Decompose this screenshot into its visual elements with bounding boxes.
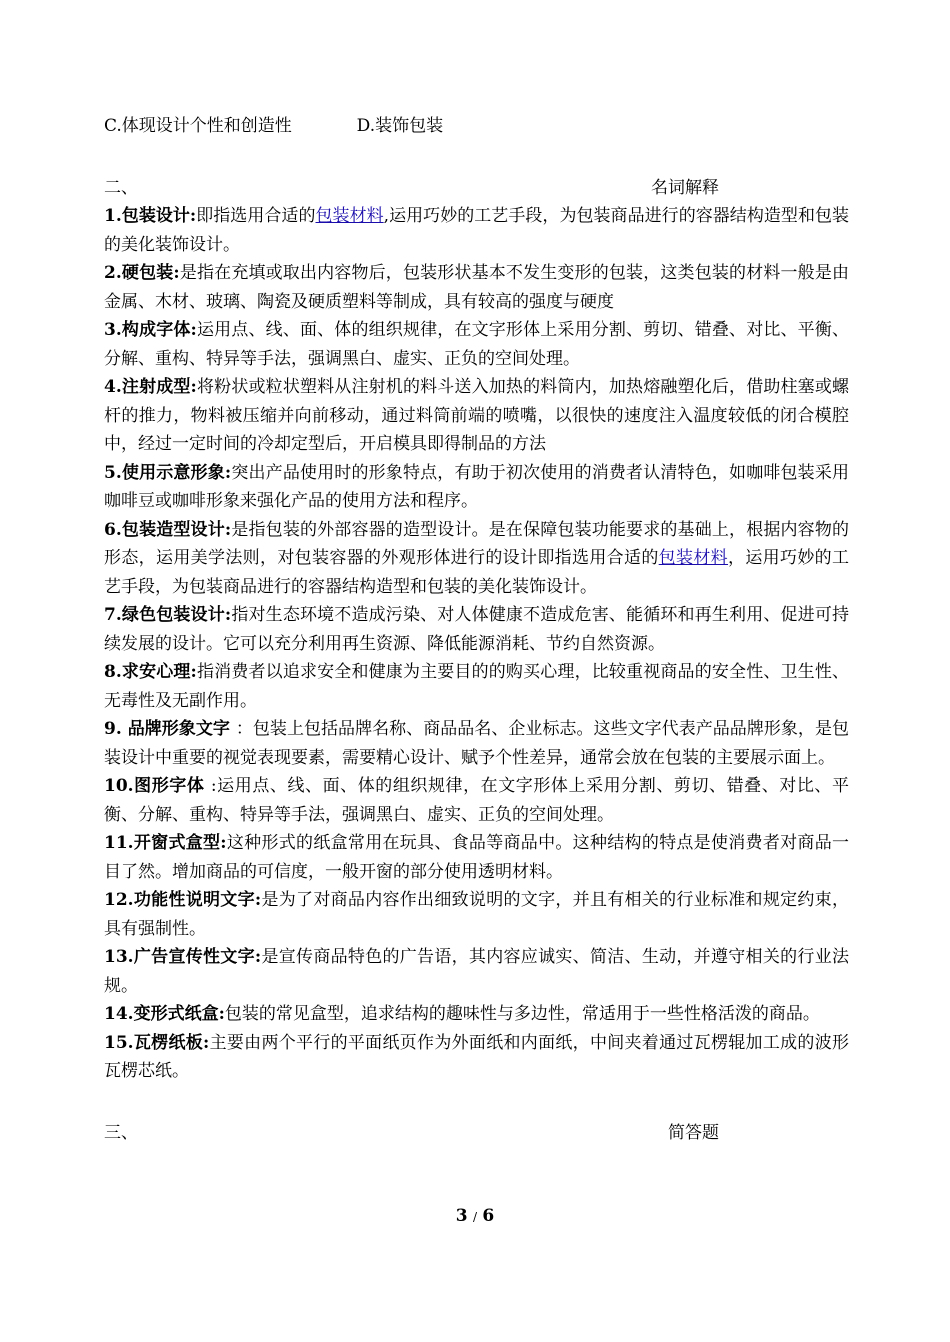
definition-term: 12.功能性说明文字: — [104, 890, 262, 910]
section-title: 简答题 — [668, 1122, 719, 1143]
definition-entry — [104, 259, 849, 316]
definition-term: 4.注射成型: — [104, 377, 197, 397]
document-page — [104, 112, 849, 1147]
definition-entry — [104, 772, 849, 829]
definition-text: 指消费者以追求安全和健康为主要目的的购买心理，比较重视商品的安全性、卫生性、无毒性及无副作用。 — [104, 662, 850, 711]
definition-text: :运用点、线、面、体的组织规律，在文字形体上采用分割、剪切、错叠、对比、平衡、分解、重构、特异等手法，强调黑白、虚实、正负的空间处理。 — [104, 776, 849, 825]
definition-text: 这种形式的纸盒常用在玩具、食品等商品中。这种结构的特点是使消费者对商品一目了然。增加商品的可信度，一般开窗的部分使用透明材料。 — [104, 833, 849, 882]
definition-text: 是指包装的外部容器的造型设计。是在保障包装功能要求的基础上，根据内容物的形态，运用美学法则，对包装容器的外观形体进行的设计即指选用合适的 — [104, 519, 850, 568]
definition-entry — [104, 715, 849, 772]
section-number: 二、 — [104, 178, 138, 198]
section-title: 名词解释 — [651, 178, 719, 198]
definition-term: 14.变形式纸盒: — [104, 1004, 225, 1024]
section-number: 三、 — [104, 1122, 138, 1143]
definition-entry — [104, 829, 849, 886]
hyperlink-packaging-material[interactable]: 包装材料 — [658, 548, 729, 568]
definition-term: 5.使用示意形象: — [104, 462, 232, 483]
definition-text-continued: ,运用巧妙的工艺手段，为包装商品进行的容器结构造型和包装的美化装饰设计。 — [104, 206, 850, 255]
definition-entry — [104, 373, 849, 459]
definition-text: 是为了对商品内容作出细致说明的文字，并且有相关的行业标准和规定约束，具有强制性。 — [104, 890, 849, 939]
definition-entry — [104, 601, 849, 658]
definition-text-continued: ，运用巧妙的工艺手段，为包装商品进行的容器结构造型和包装的美化装饰设计。 — [104, 548, 850, 597]
definition-entry — [104, 516, 849, 602]
option-d: D.装饰包装 — [356, 116, 444, 136]
definition-entry — [104, 1029, 849, 1086]
page-number: 3 — [455, 1206, 468, 1226]
page-separator: / — [472, 1210, 478, 1224]
page-footer — [0, 1206, 950, 1226]
definition-entry — [104, 658, 849, 715]
definition-term: 7.绿色包装设计: — [104, 605, 232, 625]
hyperlink-packaging-material[interactable]: 包装材料 — [315, 206, 384, 226]
options-line — [104, 112, 849, 140]
definition-term: 13.广告宣传性文字: — [104, 947, 262, 967]
definition-text: 运用点、线、面、体的组织规律，在文字形体上采用分割、剪切、错叠、对比、平衡、分解、重构、特异等手法，强调黑白、虚实、正负的空间处理。 — [104, 320, 850, 369]
section-heading-3 — [104, 1119, 849, 1147]
definition-text: 是宣传商品特色的广告语，其内容应诚实、简洁、生动，并遵守相关的行业法规。 — [104, 947, 849, 996]
definition-term: 2.硬包装: — [104, 263, 180, 283]
definition-text: 指对生态环境不造成污染、对人体健康不造成危害、能循环和再生利用、促进可持续发展的设计。它可以充分利用再生资源、降低能源消耗、节约自然资源。 — [104, 605, 850, 654]
definition-term: 6.包装造型设计: — [104, 519, 232, 540]
definition-term: 1.包装设计: — [104, 206, 197, 226]
definition-entry — [104, 202, 849, 259]
definition-list — [104, 202, 849, 1086]
definition-term: 15.瓦楞纸板: — [104, 1032, 210, 1053]
definition-text: 突出产品使用时的形象特点，有助于初次使用的消费者认清特色，如咖啡包装采用咖啡豆或咖啡形象来强化产品的使用方法和程序。 — [104, 462, 850, 511]
definition-entry — [104, 459, 849, 516]
definition-entry — [104, 1000, 849, 1029]
definition-term: 10.图形字体 — [104, 776, 211, 796]
section-heading-2 — [104, 174, 849, 202]
option-c: C.体现设计个性和创造性 — [104, 116, 292, 136]
definition-text: 即指选用合适的 — [196, 206, 316, 226]
page-total: 6 — [482, 1206, 495, 1226]
definition-text: ：包装上包括品牌名称、商品品名、企业标志。这些文字代表产品品牌形象，是包装设计中重要的视觉表现要素，需要精心设计、赋予个性差异，通常会放在包装的主要展示面上。 — [104, 719, 850, 768]
definition-entry — [104, 886, 849, 943]
definition-text: 包装的常见盒型，追求结构的趣味性与多边性，常适用于一些性格活泼的商品。 — [224, 1004, 820, 1024]
definition-entry — [104, 316, 849, 373]
definition-text: 主要由两个平行的平面纸页作为外面纸和内面纸，中间夹着通过瓦楞辊加工成的波形瓦楞芯纸。 — [104, 1032, 849, 1081]
definition-term: 11.开窗式盒型: — [104, 833, 227, 853]
definition-entry — [104, 943, 849, 1000]
definition-text: 是指在充填或取出内容物后，包装形状基本不发生变形的包装，这类包装的材料一般是由金属、木材、玻璃、陶瓷及硬质塑料等制成，具有较高的强度与硬度 — [104, 263, 849, 312]
definition-text: 将粉状或粒状塑料从注射机的料斗送入加热的料筒内，加热熔融塑化后，借助柱塞或螺杆的推力，物料被压缩并向前移动，通过料筒前端的喷嘴，以很快的速度注入温度较低的闭合模腔中，经过一定时间的冷却定型后，开启模具即得制品的方法 — [104, 377, 850, 454]
definition-term: 9. 品牌形象文字 — [104, 719, 236, 739]
definition-term: 8.求安心理: — [104, 662, 197, 682]
definition-term: 3.构成字体: — [104, 320, 197, 340]
